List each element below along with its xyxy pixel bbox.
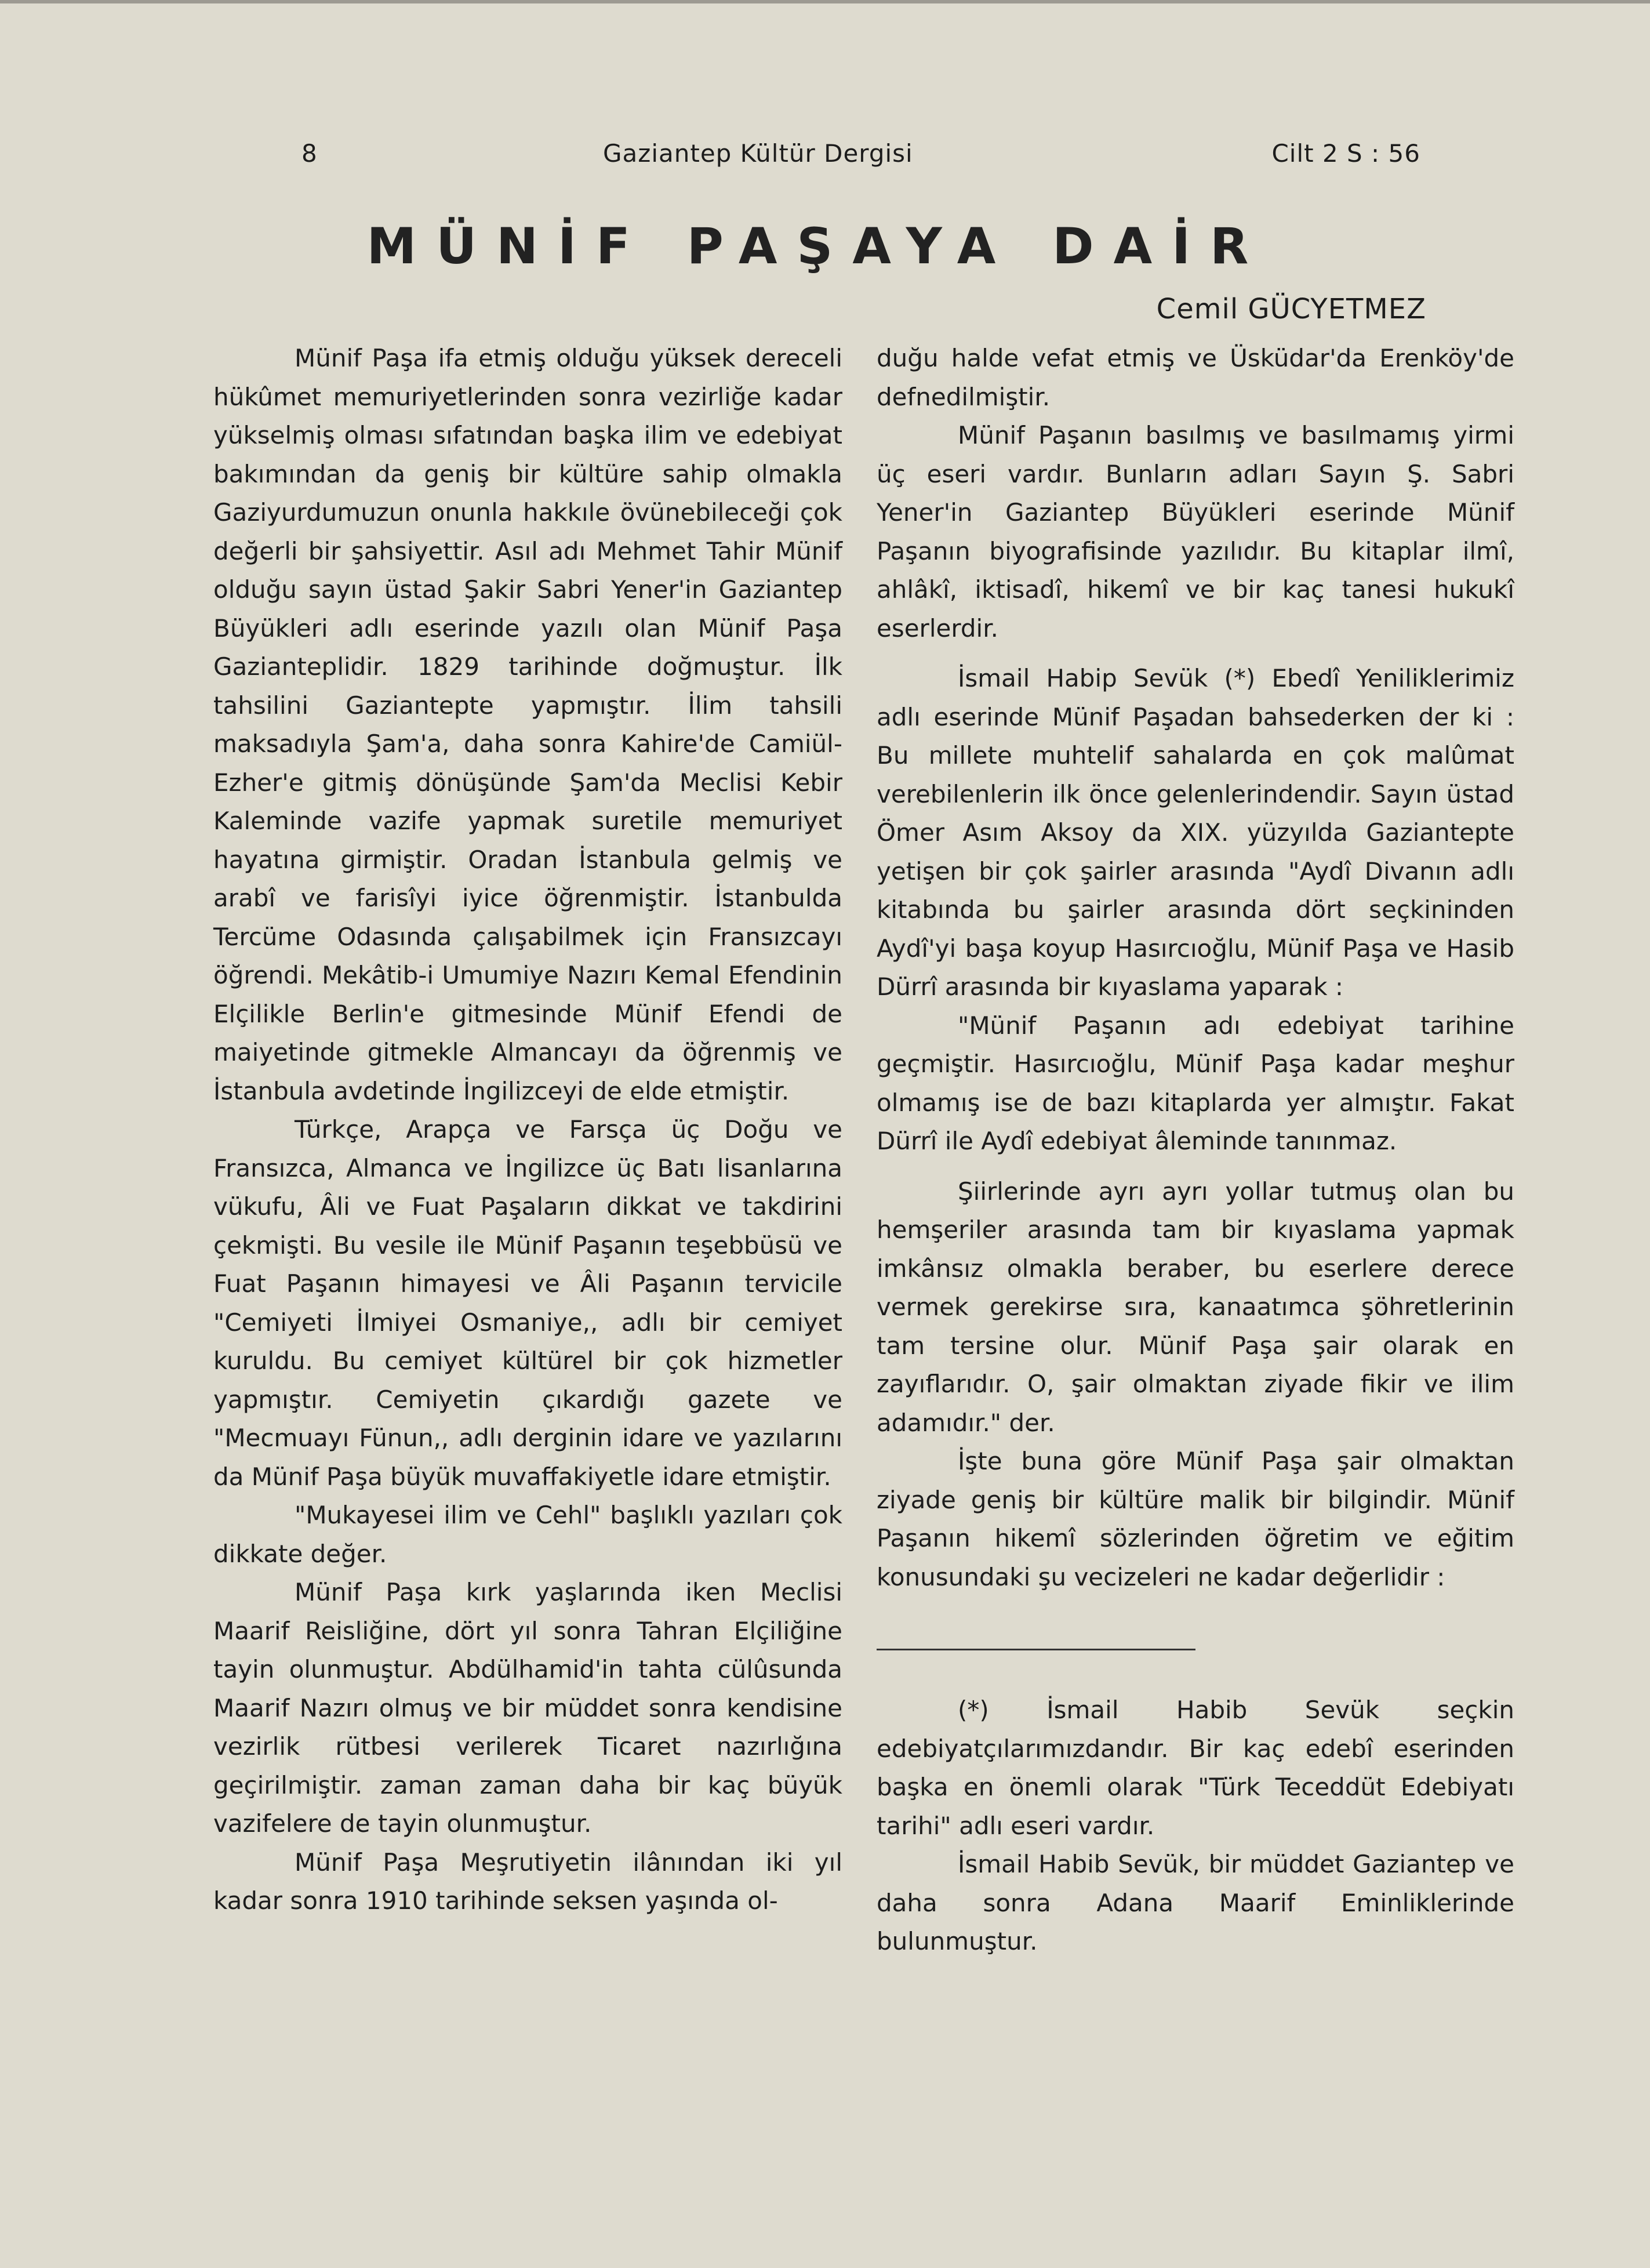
quote-paragraph: "Münif Paşanın adı edebiyat tarihine geçmiştir. Hasırcıoğlu, Münif Paşa kadar meşhur olmamış ise de bazı kitaplarda yer almıştır. Fakat Dürrî ile Aydî edebiyat âleminde tanınmaz. xyxy=(877,1011,1514,1155)
left-column xyxy=(213,339,842,1921)
paragraph: Şiirlerinde ayrı ayrı yollar tutmuş olan bu hemşeriler arasında tam bir kıyaslama yapmak imkânsız olmakla beraber, bu eserlere derece vermek gerekirse sıra, kanaatımca şöhretlerinin tam tersine olur. Münif Paşa şair olarak en zayıflarıdır. O, şair olmaktan ziyade fikir ve ilim adamıdır." der. xyxy=(877,1177,1514,1437)
paragraph: Türkçe, Arapça ve Farsça üç Doğu ve Fransızca, Almanca ve İngilizce üç Batı lisanlarına vükufu, Âli ve Fuat Paşaların dikkat ve takdirini çekmişti. Bu vesile ile Münif Paşanın teşebbüsü ve Fuat Paşanın himayesi ve Âli Paşanın tervicile "Cemiyeti İlmiyei Osmaniye,, adlı bir cemiyet kuruldu. Bu cemiyet kültürel bir çok hizmetler yapmıştır. Cemiyetin çıkardığı gazete ve "Mecmuayı Fünun,, adlı derginin idare ve yazılarını da Münif Paşa büyük muvaffakiyetle idare etmiştir. xyxy=(213,1115,842,1491)
paragraph: "Mukayesei ilim ve Cehl" başlıklı yazıları çok dikkate değer. xyxy=(213,1501,842,1568)
paragraph: Münif Paşanın basılmış ve basılmamış yirmi üç eseri vardır. Bunların adları Sayın Ş. Sabri Yener'in Gaziantep Büyükleri eserinde Münif Paşanın biyografisinde yazılıdır. Bu kitaplar ilmî, ahlâkî, iktisadî, hikemî ve bir kaç tanesi hukukî eserlerdir. xyxy=(877,421,1514,643)
paragraph: Münif Paşa Meşrutiyetin ilânından iki yıl kadar sonra 1910 tarihinde seksen yaşında ol- xyxy=(213,1848,842,1915)
article-title: MÜNİF PAŞAYA DAİR xyxy=(366,217,1269,275)
footnote-paragraph: (*) İsmail Habib Sevük seçkin edebiyatçılarımızdandır. Bir kaç edebî eserinden başka en önemli olarak "Türk Teceddüt Edebiyatı tarihi" adlı eseri vardır. xyxy=(877,1696,1514,1840)
footnote-paragraph: İsmail Habib Sevük, bir müddet Gaziantep ve daha sonra Adana Maarif Eminliklerinde bulunmuştur. xyxy=(877,1850,1514,1955)
running-header xyxy=(301,139,1420,180)
spacer xyxy=(877,1161,1514,1173)
article-author: Cemil GÜCYETMEZ xyxy=(1156,293,1426,325)
paragraph: İşte buna göre Münif Paşa şair olmaktan ziyade geniş bir kültüre malik bir bilgindir. Münif Paşanın hikemî sözlerinden öğretim ve eğitim konusundaki şu vecizeleri ne kadar değerlidir : xyxy=(877,1447,1514,1591)
page-top-edge xyxy=(0,0,1650,3)
paragraph: duğu halde vefat etmiş ve Üsküdar'da Erenköy'de defnedilmiştir. xyxy=(877,344,1514,411)
paragraph: Münif Paşa kırk yaşlarında iken Meclisi Maarif Reisliğine, dört yıl sonra Tahran Elçiliğine tayin olunmuştur. Abdülhamid'in tahta cülûsunda Maarif Nazırı olmuş ve bir müddet sonra kendisine vezirlik rütbesi verilerek Ticaret nazırlığına geçirilmiştir. zaman zaman daha bir kaç büyük vazifelere de tayin olunmuştur. xyxy=(213,1578,842,1838)
paragraph: Münif Paşa ifa etmiş olduğu yüksek dereceli hükûmet memuriyetlerinden sonra vezirliğe kadar yükselmiş olması sıfatından başka ilim ve edebiyat bakımından da geniş bir kültüre sahip olmakla Gaziyurdumuzun onunla hakkıle övünebileceği çok değerli bir şahsiyettir. Asıl adı Mehmet Tahir Münif olduğu sayın üstad Şakir Sabri Yener'in Gaziantep Büyükleri adlı eserinde yazılı olan Münif Paşa Gazianteplidir. 1829 tarihinde doğmuştur. İlk tahsilini Gaziantepte yapmıştır. İlim tahsili maksadıyla Şam'a, daha sonra Kahire'de Camiül-Ezher'e gitmiş dönüşünde Şam'da Meclisi Kebir Kaleminde vazife yapmak suretile memuriyet hayatına girmiştir. Oradan İstanbula gelmiş ve arabî ve farisîyi iyice öğrenmiştir. İstanbulda Tercüme Odasında çalışabilmek için Fransızcayı öğrendi. Mekâtib-i Umumiye Nazırı Kemal Efendinin Elçilikle Berlin'e gitmesinde Münif Efendi de maiyetinde gitmekle Almancayı da öğrenmiş ve İstanbula avdetinde İngilizceyi de elde etmiştir. xyxy=(213,344,842,1105)
volume-issue: Cilt 2 S : 56 xyxy=(1271,139,1420,168)
right-column xyxy=(877,339,1514,1961)
magazine-title: Gaziantep Kültür Dergisi xyxy=(603,139,913,168)
footnote-rule xyxy=(877,1649,1195,1650)
spacer xyxy=(877,648,1514,659)
paragraph: İsmail Habip Sevük (*) Ebedî Yeniliklerimiz adlı eserinde Münif Paşadan bahsederken der ki : Bu millete muhtelif sahalarda en çok malûmat verebilenlerin ilk önce gelenlerindendir. Sayın üstad Ömer Asım Aksoy da XIX. yüzyılda Gaziantepte yetişen bir çok şairler arasında "Aydî Divanın adlı kitabında bu şairler arasında dört seçkininden Aydî'yi başa koyup Hasırcıoğlu, Münif Paşa ve Hasib Dürrî arasında bir kıyaslama yaparak : xyxy=(877,664,1514,1001)
page-number: 8 xyxy=(301,139,318,168)
footnote xyxy=(877,1691,1514,1961)
